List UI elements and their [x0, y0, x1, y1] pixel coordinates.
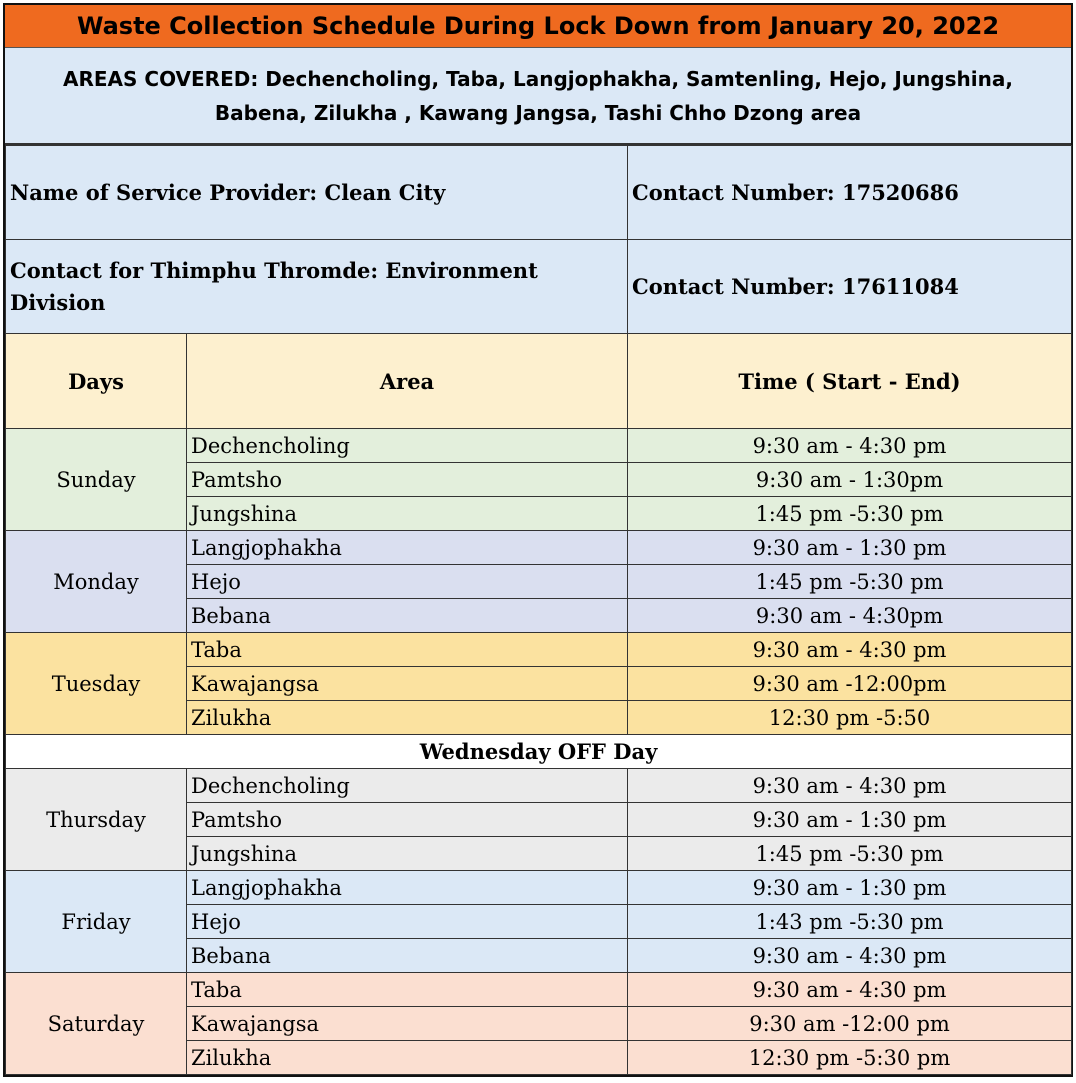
table-row: [6, 871, 1072, 905]
area-cell: Kawajangsa: [187, 667, 628, 701]
areas-covered: [5, 48, 1071, 145]
header-days: Days: [6, 334, 187, 429]
time-cell: 9:30 am - 4:30 pm: [628, 429, 1072, 463]
service-provider-label: Name of Service Provider: Clean City: [6, 146, 628, 240]
time-cell: 9:30 am - 4:30 pm: [628, 939, 1072, 973]
time-cell: 1:45 pm -5:30 pm: [628, 497, 1072, 531]
time-cell: 9:30 am -12:00 pm: [628, 1007, 1072, 1041]
header-area: Area: [187, 334, 628, 429]
time-cell: 9:30 am - 1:30 pm: [628, 871, 1072, 905]
areas-covered-line-1: AREAS COVERED: Dechencholing, Taba, Langjophakha, Samtenling, Hejo, Jungshina,: [63, 66, 1013, 91]
service-provider-contact: Contact Number: 17520686: [628, 146, 1072, 240]
page-title: Waste Collection Schedule During Lock Down from January 20, 2022: [5, 5, 1071, 48]
thromde-contact-number: Contact Number: 17611084: [628, 240, 1072, 334]
table-row: [6, 769, 1072, 803]
wednesday-off-row: [6, 735, 1072, 769]
area-cell: Bebana: [187, 939, 628, 973]
time-cell: 9:30 am - 1:30 pm: [628, 531, 1072, 565]
day-sunday: Sunday: [6, 429, 187, 531]
day-friday: Friday: [6, 871, 187, 973]
time-cell: 1:43 pm -5:30 pm: [628, 905, 1072, 939]
schedule-sheet: [3, 3, 1073, 1077]
thromde-contact-row: [6, 240, 1072, 334]
thromde-contact-label: [6, 240, 628, 334]
time-cell: 9:30 am - 1:30pm: [628, 463, 1072, 497]
time-cell: 9:30 am - 4:30 pm: [628, 769, 1072, 803]
area-cell: Pamtsho: [187, 463, 628, 497]
time-cell: 9:30 am -12:00pm: [628, 667, 1072, 701]
table-row: [6, 973, 1072, 1007]
time-cell: 12:30 pm -5:30 pm: [628, 1041, 1072, 1075]
area-cell: Jungshina: [187, 837, 628, 871]
time-cell: 12:30 pm -5:50: [628, 701, 1072, 735]
wednesday-off-note: Wednesday OFF Day: [6, 735, 1072, 769]
area-cell: Dechencholing: [187, 769, 628, 803]
schedule-table: [5, 145, 1072, 1075]
area-cell: Hejo: [187, 905, 628, 939]
header-time: Time ( Start - End): [628, 334, 1072, 429]
area-cell: Taba: [187, 633, 628, 667]
table-row: [6, 633, 1072, 667]
area-cell: Zilukha: [187, 701, 628, 735]
area-cell: Hejo: [187, 565, 628, 599]
table-row: [6, 429, 1072, 463]
day-saturday: Saturday: [6, 973, 187, 1075]
areas-covered-line-2: Babena, Zilukha , Kawang Jangsa, Tashi Chho Dzong area: [214, 100, 862, 125]
table-row: [6, 531, 1072, 565]
thromde-contact-label-line-2: Division: [10, 289, 106, 315]
service-provider-row: [6, 146, 1072, 240]
day-monday: Monday: [6, 531, 187, 633]
time-cell: 9:30 am - 4:30 pm: [628, 973, 1072, 1007]
time-cell: 1:45 pm -5:30 pm: [628, 565, 1072, 599]
area-cell: Jungshina: [187, 497, 628, 531]
area-cell: Taba: [187, 973, 628, 1007]
area-cell: Pamtsho: [187, 803, 628, 837]
table-header-row: [6, 334, 1072, 429]
area-cell: Langjophakha: [187, 871, 628, 905]
area-cell: Zilukha: [187, 1041, 628, 1075]
time-cell: 9:30 am - 1:30 pm: [628, 803, 1072, 837]
area-cell: Bebana: [187, 599, 628, 633]
thromde-contact-label-line-1: Contact for Thimphu Thromde: Environment: [10, 257, 538, 283]
time-cell: 9:30 am - 4:30pm: [628, 599, 1072, 633]
area-cell: Langjophakha: [187, 531, 628, 565]
area-cell: Kawajangsa: [187, 1007, 628, 1041]
day-tuesday: Tuesday: [6, 633, 187, 735]
time-cell: 1:45 pm -5:30 pm: [628, 837, 1072, 871]
day-thursday: Thursday: [6, 769, 187, 871]
time-cell: 9:30 am - 4:30 pm: [628, 633, 1072, 667]
area-cell: Dechencholing: [187, 429, 628, 463]
